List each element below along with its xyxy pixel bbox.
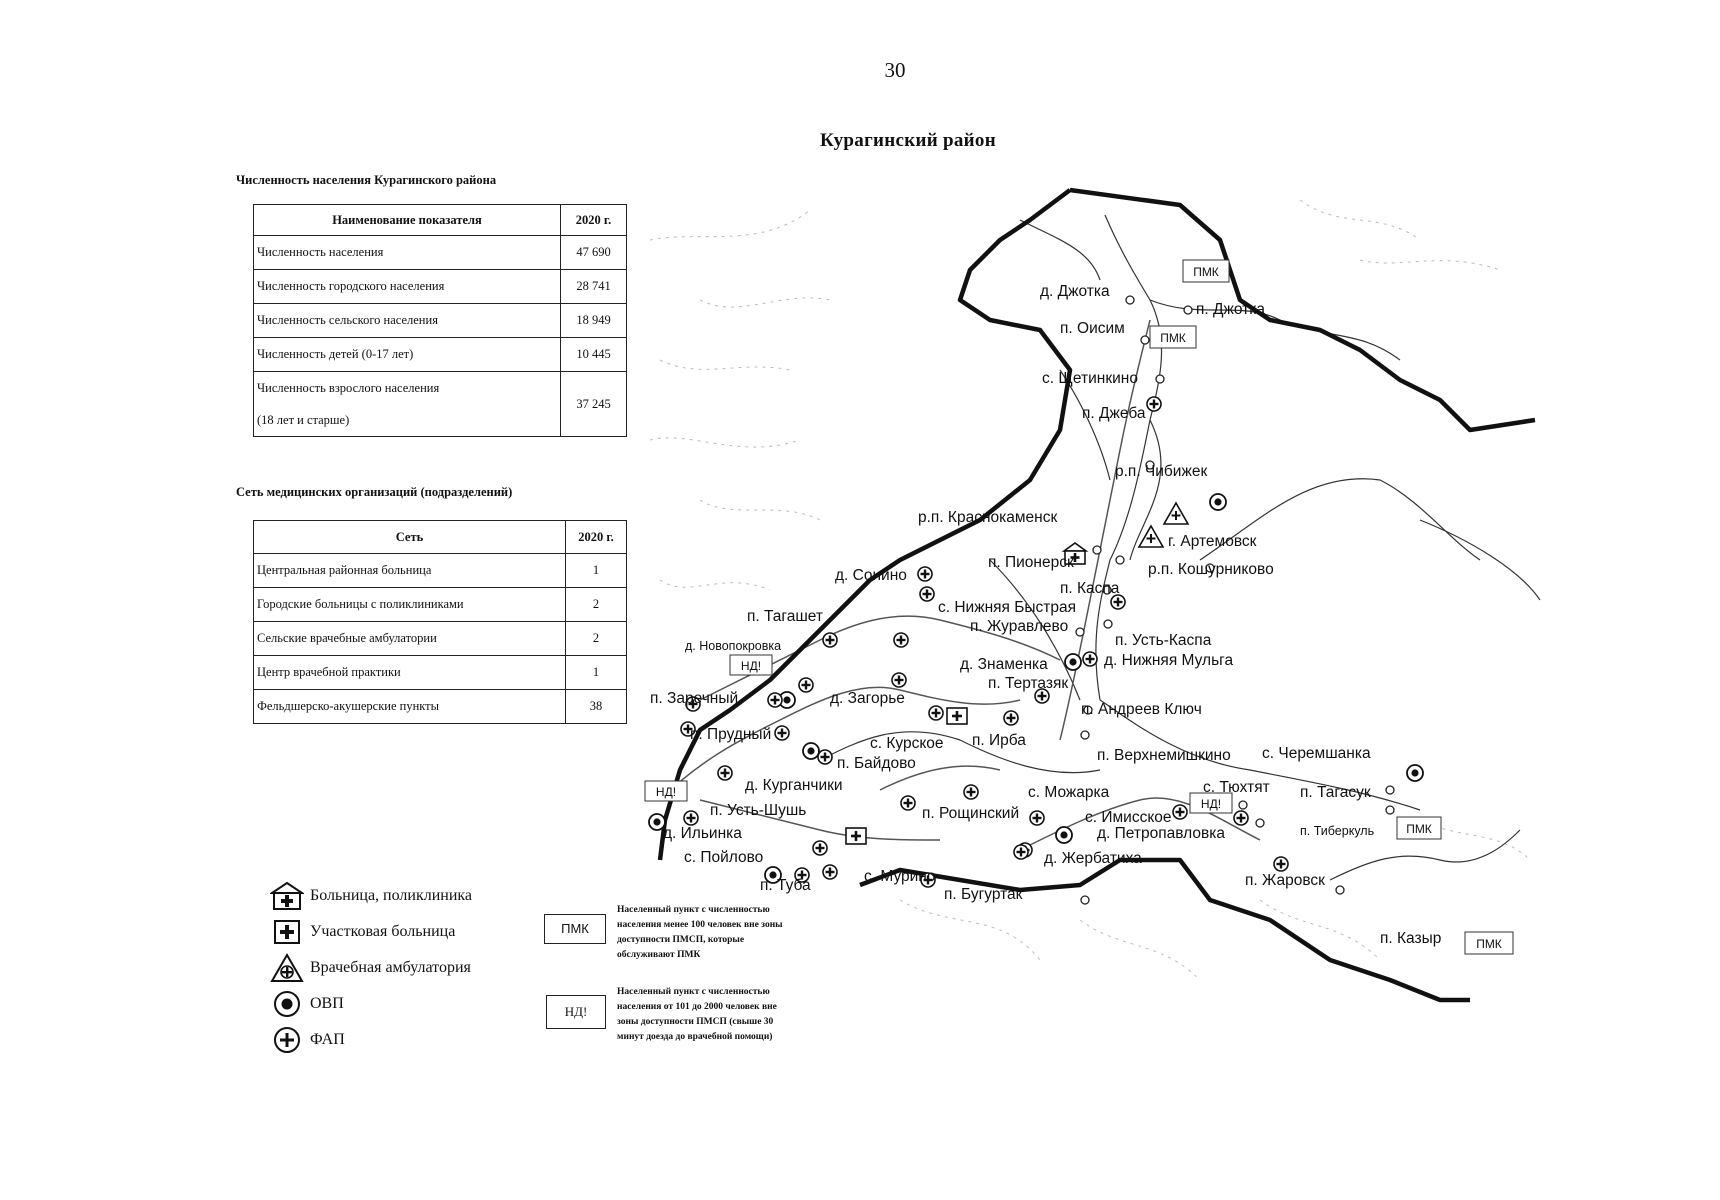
legend-hospital-label: Больница, поликлиника [310,887,473,904]
settlement-label: п. Заречный [650,690,739,707]
fap-icon [718,766,732,780]
row-label: Сельские врачебные амбулатории [254,622,566,656]
settlement-label: с. Нижняя Быстрая [938,599,1077,616]
fap-icon [1173,805,1187,819]
fap-icon [920,587,934,601]
settlement-label: п. Джеба [1082,405,1146,422]
row-value: 18 949 [561,304,627,338]
nd-desc-line: Населенный пункт с численностью [617,987,770,997]
legend-ovp-label: ОВП [310,995,344,1012]
settlement-label: п. Жаровск [1245,872,1325,889]
population-table-title: Численность населения Курагинского района [236,173,497,187]
settlement-label: п. Тиберкуль [1300,824,1375,838]
settlement-label: п. Казыр [1380,930,1442,947]
legend-pmk-box: ПМК [544,914,606,944]
fap-icon [1147,397,1161,411]
row-value: 38 [566,690,627,724]
ovp-icon [803,743,819,759]
map-title: Курагинский район [820,130,996,151]
fap-icon [1274,857,1288,871]
fap-icon [1014,845,1028,859]
settlement-label: п. Тагашет [747,608,823,625]
district-hospital-icon [947,708,967,724]
settlement-label: п. Тагасук [1300,784,1371,801]
settlement-label: п. Журавлево [970,618,1069,635]
row-label: Городские больницы с поликлиниками [254,588,566,622]
ambulatory-icon [1164,503,1188,524]
settlement-label: п. Джотка [1196,301,1265,318]
row-value: 28 741 [561,270,627,304]
settlement-label: п. Прудный [690,726,772,743]
settlement-label: с. Мурино [864,868,936,885]
network-header-year: 2020 г. [566,521,627,554]
ovp-icon [1056,827,1072,843]
legend-fap-label: ФАП [310,1031,345,1048]
fap-icon [818,750,832,764]
fap-icon [1083,652,1097,666]
row-label: Численность детей (0-17 лет) [254,338,561,372]
row-value: 1 [566,656,627,690]
settlement-label: д. Жербатиха [1044,850,1142,867]
row-value: 37 245 [561,372,627,437]
settlement-label: д. Знаменка [960,656,1048,673]
settlement-label: г. Артемовск [1168,533,1257,550]
settlement-label: р.п. Чибижек [1115,463,1208,480]
settlement-label: д. Сонино [835,567,907,584]
settlement-label: п. Оисим [1060,320,1125,337]
settlement-label: д. Загорье [830,690,905,707]
fap-icon [901,796,915,810]
row-label: Центральная районная больница [254,554,566,588]
settlement-label: д. Нижняя Мульга [1104,652,1234,669]
fap-icon [823,865,837,879]
fap-icon [1030,811,1044,825]
fap-icon [1111,595,1125,609]
settlement-label: с. Щетинкино [1042,370,1138,387]
row-label: Фельдшерско-акушерские пункты [254,690,566,724]
settlement-label: п. Усть-Шушь [710,802,807,819]
row-value: 2 [566,588,627,622]
settlement-label: с. Пойлово [684,849,764,866]
row-label: Центр врачебной практики [254,656,566,690]
row-value: 47 690 [561,236,627,270]
settlement-label: с. Черемшанка [1262,745,1371,762]
settlement-label: с. Тюхтят [1203,779,1270,796]
ovp-icon [1407,765,1423,781]
settlement-label: д. Петропавловка [1097,825,1225,842]
legend-ambulatory-label: Врачебная амбулатория [310,959,471,976]
pmk-box-label: ПМК [1160,331,1186,345]
fap-icon [894,633,908,647]
settlement-label: п. Каспа [1060,580,1120,597]
settlement-label: п. Андреев Ключ [1081,701,1202,718]
nd-desc-line: населения от 101 до 2000 человек вне [617,1002,777,1012]
settlement-label: с. Имисское [1085,809,1172,826]
network-table-title: Сеть медицинских организаций (подразделений) [236,485,513,499]
pmk-desc-line: обслуживают ПМК [617,950,701,960]
page-number: 30 [884,58,906,82]
fap-icon [684,811,698,825]
fap-icon [929,706,943,720]
settlement-label: д. Курганчики [745,777,843,794]
settlement-label: д. Ильинка [663,825,742,842]
legend-district-hospital-label: Участковая больница [310,923,456,940]
roads [660,320,1260,850]
settlement-label: д. Новопокровка [685,639,782,653]
pmk-desc-line: Населенный пункт с численностью [617,905,770,915]
ambulatory-icon [1139,526,1163,547]
row-label: Численность городского населения [254,270,561,304]
fap-icon [823,633,837,647]
settlement-label: с. Курское [870,735,944,752]
network-header-name: Сеть [254,521,566,554]
row-label-line2: (18 лет и старше) [257,413,350,427]
ovp-icon [1065,654,1081,670]
row-value: 10 445 [561,338,627,372]
population-header-indicator: Наименование показателя [254,205,561,236]
settlement-label: п. Рощинский [922,805,1020,822]
settlement-label: п. Тертазяк [988,675,1069,692]
population-header-year: 2020 г. [561,205,627,236]
fap-icon [1234,811,1248,825]
settlement-label: р.п. Кошурниково [1148,561,1274,578]
settlement-label: д. Джотка [1040,283,1110,300]
pmk-box-label: ПМК [1476,937,1502,951]
settlement-label: п. Усть-Каспа [1115,632,1212,649]
nd-box-label: НД! [655,785,677,799]
nd-desc-line: зоны доступности ПМСП (свыше 30 [617,1017,774,1027]
row-label-line1: Численность взрослого населения [257,381,440,395]
district-hospital-icon [846,828,866,844]
legend-nd-box: НД! [546,995,606,1029]
settlement-label: р.п. Краснокаменск [918,509,1058,526]
fap-icon [813,841,827,855]
pmk-box-label: ПМК [1193,265,1219,279]
row-value: 2 [566,622,627,656]
fap-icon [892,673,906,687]
ovp-icon [1210,494,1226,510]
settlement-label: п. Пионерск [988,554,1074,571]
pmk-box-label: ПМК [1406,822,1432,836]
row-label: Численность сельского населения [254,304,561,338]
nd-box-label: НД! [1200,797,1222,811]
fap-icon [1004,711,1018,725]
settlement-label: п. Туба [760,877,811,894]
settlement-label: п. Бугуртак [944,886,1023,903]
fap-icon [768,693,782,707]
nd-desc-line: минут доезда до врачебной помощи) [617,1032,773,1042]
pmk-desc-line: доступности ПМСП, которые [617,935,745,945]
fap-icon [918,567,932,581]
nd-box-label: НД! [740,659,762,673]
row-label: Численность населения [254,236,561,270]
settlement-label: п. Ирба [972,732,1026,749]
fap-icon [964,785,978,799]
fap-icon [799,678,813,692]
pmk-desc-line: населения менее 100 человек вне зоны [617,920,783,930]
fap-icon [775,726,789,740]
row-value: 1 [566,554,627,588]
settlement-label: п. Байдово [837,755,916,772]
settlement-label: с. Можарка [1028,784,1110,801]
settlement-labels [650,283,1441,947]
settlement-label: п. Верхнемишкино [1097,747,1231,764]
